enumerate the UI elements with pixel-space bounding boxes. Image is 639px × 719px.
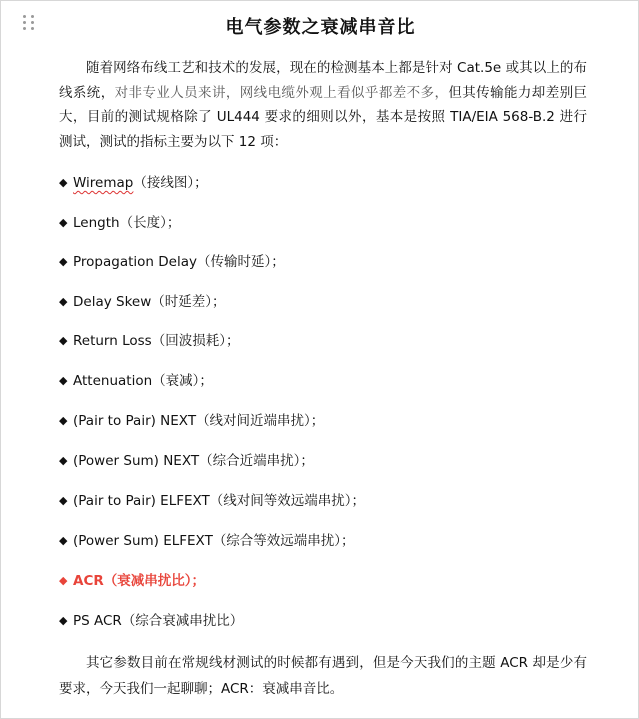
list-item-en: (Pair to Pair) ELFEXT [73, 493, 210, 509]
list-item-en: (Power Sum) NEXT [73, 453, 200, 469]
list-item-cn: （衰减串扰比）； [103, 573, 206, 589]
diamond-bullet-icon: ◆ [59, 494, 68, 507]
diamond-bullet-icon: ◆ [59, 216, 68, 229]
list-item-cn: （综合衰减串扰比） [121, 613, 244, 629]
list-item-attenuation [59, 371, 213, 391]
outro-paragraph: 其它参数目前在常规线材测试的时候都有遇到，但是今天我们的主题 ACR 却是少有要求，今天我们一起聊聊；ACR：衰减串音比。 [59, 655, 587, 697]
list-item-en: (Pair to Pair) NEXT [73, 413, 197, 429]
list-item-cn: （长度）； [119, 215, 181, 231]
list-item-ps-acr [59, 611, 243, 631]
list-item-en: Attenuation [73, 373, 153, 389]
diamond-bullet-icon: ◆ [59, 614, 68, 627]
diamond-bullet-icon: ◆ [59, 176, 68, 189]
diamond-bullet-icon: ◆ [59, 334, 68, 347]
list-item-cn: （接线图）； [133, 175, 208, 191]
list-item-propagation-delay [59, 252, 285, 272]
document-title: 电气参数之衰减串音比 [225, 17, 416, 38]
list-item-wiremap [59, 173, 208, 193]
intro-text-1: 随着网络布线工艺和技术的发展，现在的检测基本上都是针对 Cat.5e 或其以上的布线系统， [59, 60, 587, 101]
list-item-cn: （时延差）； [151, 294, 226, 310]
intro-text-3: 但其传输能力却差别巨大，目前的测试规格除了 UL444 要求的细则以外，基本是按照 TIA/EIA 568-B.2 进行测试，测试的指标主要为以下 12 项： [59, 84, 588, 151]
intro-paragraph [59, 56, 587, 155]
diamond-bullet-icon: ◆ [59, 454, 68, 467]
list-item-delay-skew [59, 292, 226, 312]
list-item-en: ACR [73, 573, 104, 589]
list-item-power-sum-elfext [59, 531, 355, 551]
list-item-cn: （衰减）； [152, 373, 213, 389]
list-item-cn: （综合近端串扰）； [199, 453, 314, 469]
list-item-en: (Power Sum) ELFEXT [73, 533, 213, 549]
list-item-return-loss [59, 331, 239, 351]
list-item-en: Propagation Delay [73, 254, 197, 270]
list-item-en: Delay Skew [73, 294, 152, 310]
list-item-en: Wiremap [73, 175, 134, 191]
diamond-bullet-icon: ◆ [59, 255, 68, 268]
list-item-en: Length [73, 215, 120, 231]
list-item-pair-next [59, 411, 324, 431]
list-item-acr [59, 571, 205, 591]
list-item-en: PS ACR [73, 613, 122, 629]
diamond-bullet-icon: ◆ [59, 374, 68, 387]
list-item-cn: （线对间近端串扰）； [196, 413, 325, 429]
diamond-bullet-icon: ◆ [59, 295, 68, 308]
diamond-bullet-icon: ◆ [59, 574, 68, 587]
intro-text-2: 对非专业人员来讲，网线电缆外观上看似乎都差不多， [114, 84, 449, 101]
list-item-pair-elfext [59, 491, 365, 511]
list-item-cn: （回波损耗）； [151, 333, 240, 349]
list-item-cn: （线对间等效远端串扰）； [209, 493, 366, 509]
list-item-cn: （综合等效远端串扰）； [212, 533, 355, 549]
diamond-bullet-icon: ◆ [59, 414, 68, 427]
diamond-bullet-icon: ◆ [59, 534, 68, 547]
list-item-power-sum-next [59, 451, 314, 471]
list-item-en: Return Loss [73, 333, 152, 349]
list-item-length [59, 213, 180, 233]
list-item-cn: （传输时延）； [196, 254, 285, 270]
